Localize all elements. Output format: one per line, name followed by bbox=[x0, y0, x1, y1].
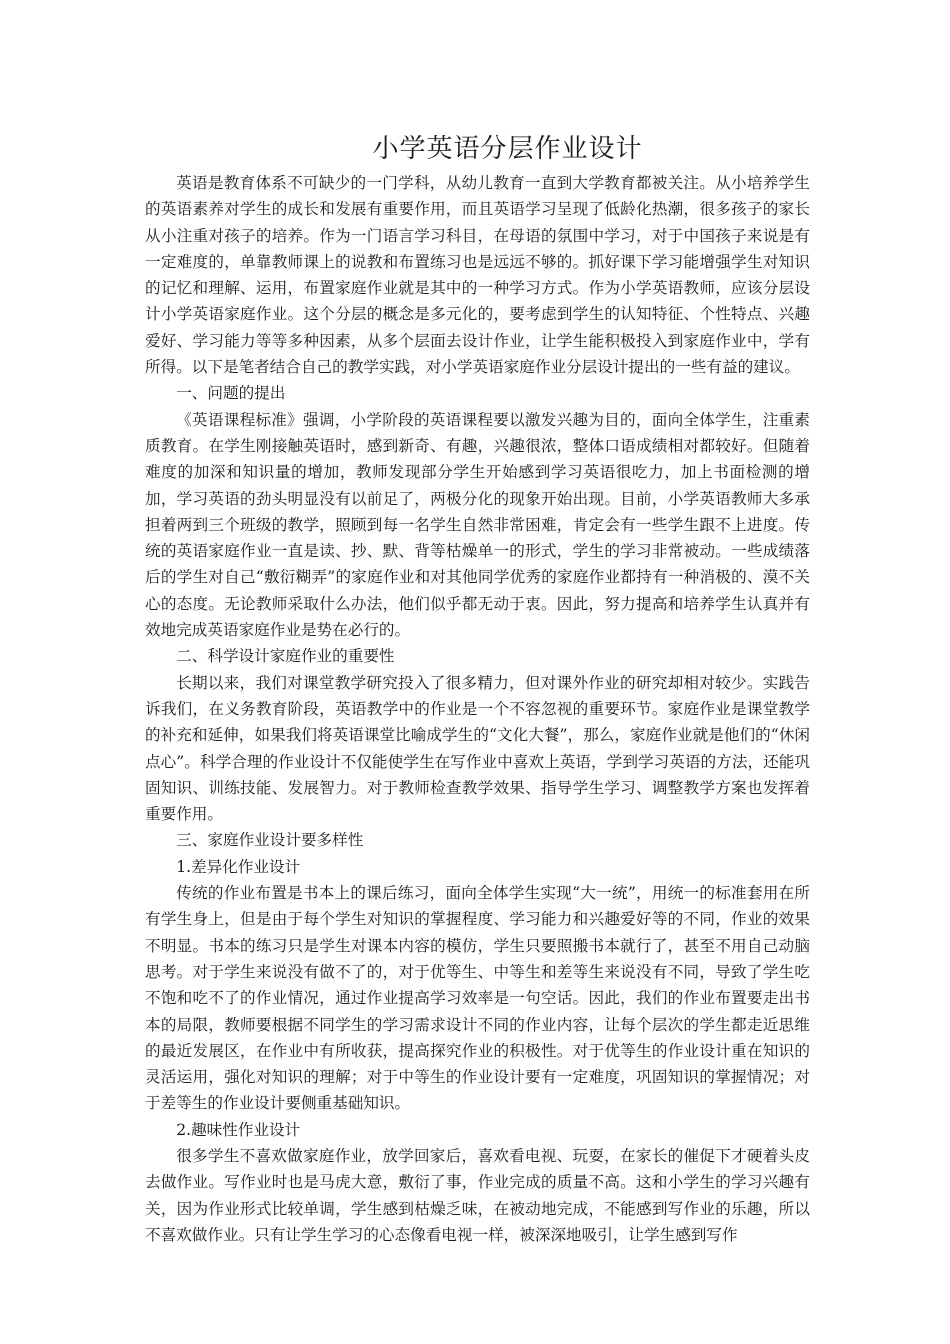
intro-paragraph: 英语是教育体系不可缺少的一门学科，从幼儿教育一直到大学教育都被关注。从小培养学生的英语素养对学生的成长和发展有重要作用，而且英语学习呈现了低龄化热潮，很多孩子的家长从小注重对孩子的培养。作为一门语言学习科目，在母语的氛围中学习，对于中国孩子来说是有一定难度的，单靠教师课上的说教和布置练习也是远远不够的。抓好课下学习能增强学生对知识的记忆和理解、运用，布置家庭作业就是其中的一种学习方式。作为小学英语教师，应该分层设计小学英语家庭作业。这个分层的概念是多元化的，要考虑到学生的认知特征、个性特点、兴趣爱好、学习能力等等多种因素，从多个层面去设计作业，让学生能积极投入到家庭作业中，学有所得。以下是笔者结合自己的教学实践，对小学英语家庭作业分层设计提出的一些有益的建议。 bbox=[145, 174, 810, 377]
subsection-2-heading: 2.趣味性作业设计 bbox=[176, 1120, 301, 1139]
section-2-heading: 二、科学设计家庭作业的重要性 bbox=[176, 647, 395, 666]
section-2-paragraph: 长期以来，我们对课堂教学研究投入了很多精力，但对课外作业的研究却相对较少。实践告诉我们，在义务教育阶段，英语教学中的作业是一个不容忽视的重要环节。家庭作业是课堂教学的补充和延伸，如果我们将英语课堂比喻成学生的“文化大餐”，那么，家庭作业就是他们的“休闲点心”。科学合理的作业设计不仅能使学生在写作业中喜欢上英语，学到学习英语的方法，还能巩固知识、训练技能、发展智力。对于教师检查教学效果、指导学生学习、调整教学方案也发挥着重要作用。 bbox=[145, 673, 810, 824]
section-1-paragraph: 《英语课程标准》强调，小学阶段的英语课程要以激发兴趣为目的，面向全体学生，注重素质教育。在学生刚接触英语时，感到新奇、有趣，兴趣很浓，整体口语成绩相对都较好。但随着难度的加深和知识量的增加，教师发现部分学生开始感到学习英语很吃力，加上书面检测的增加，学习英语的劲头明显没有以前足了，两极分化的现象开始出现。目前，小学英语教师大多承担着两到三个班级的教学，照顾到每一名学生自然非常困难，肯定会有一些学生跟不上进度。传统的英语家庭作业一直是读、抄、默、背等枯燥单一的形式，学生的学习非常被动。一些成绩落后的学生对自己“敷衍糊弄”的家庭作业和对其他同学优秀的家庭作业都持有一种消极的、漠不关心的态度。无论教师采取什么办法，他们似乎都无动于衷。因此，努力提高和培养学生认真并有效地完成英语家庭作业是势在必行的。 bbox=[145, 410, 810, 640]
subsection-1-heading: 1.差异化作业设计 bbox=[176, 857, 301, 876]
section-3-heading: 三、家庭作业设计要多样性 bbox=[176, 831, 364, 850]
document-page bbox=[145, 128, 810, 1248]
section-1-heading: 一、问题的提出 bbox=[176, 384, 286, 403]
subsection-1-paragraph: 传统的作业布置是书本上的课后练习，面向全体学生实现“大一统”，用统一的标准套用在所有学生身上，但是由于每个学生对知识的掌握程度、学习能力和兴趣爱好等的不同，作业的效果不明显。书本的练习只是学生对课本内容的模仿，学生只要照搬书本就行了，甚至不用自己动脑思考。对于学生来说没有做不了的，对于优等生、中等生和差等生来说没有不同，导致了学生吃不饱和吃不了的作业情况，通过作业提高学习效率是一句空话。因此，我们的作业布置要走出书本的局限，教师要根据不同学生的学习需求设计不同的作业内容，让每个层次的学生都走近思维的最近发展区，在作业中有所收获，提高探究作业的积极性。对于优等生的作业设计重在知识的灵活运用，强化对知识的理解；对于中等生的作业设计要有一定难度，巩固知识的掌握情况；对于差等生的作业设计要侧重基础知识。 bbox=[145, 884, 810, 1113]
document-title: 小学英语分层作业设计 bbox=[372, 134, 643, 164]
subsection-2-paragraph: 很多学生不喜欢做家庭作业，放学回家后，喜欢看电视、玩耍，在家长的催促下才硬着头皮去做作业。写作业时也是马虎大意，敷衍了事，作业完成的质量不高。这和小学生的学习兴趣有关，因为作业形式比较单调，学生感到枯燥乏味，在被动地完成，不能感到写作业的乐趣，所以不喜欢做作业。只有让学生学习的心态像看电视一样，被深深地吸引，让学生感到写作 bbox=[145, 1146, 810, 1244]
